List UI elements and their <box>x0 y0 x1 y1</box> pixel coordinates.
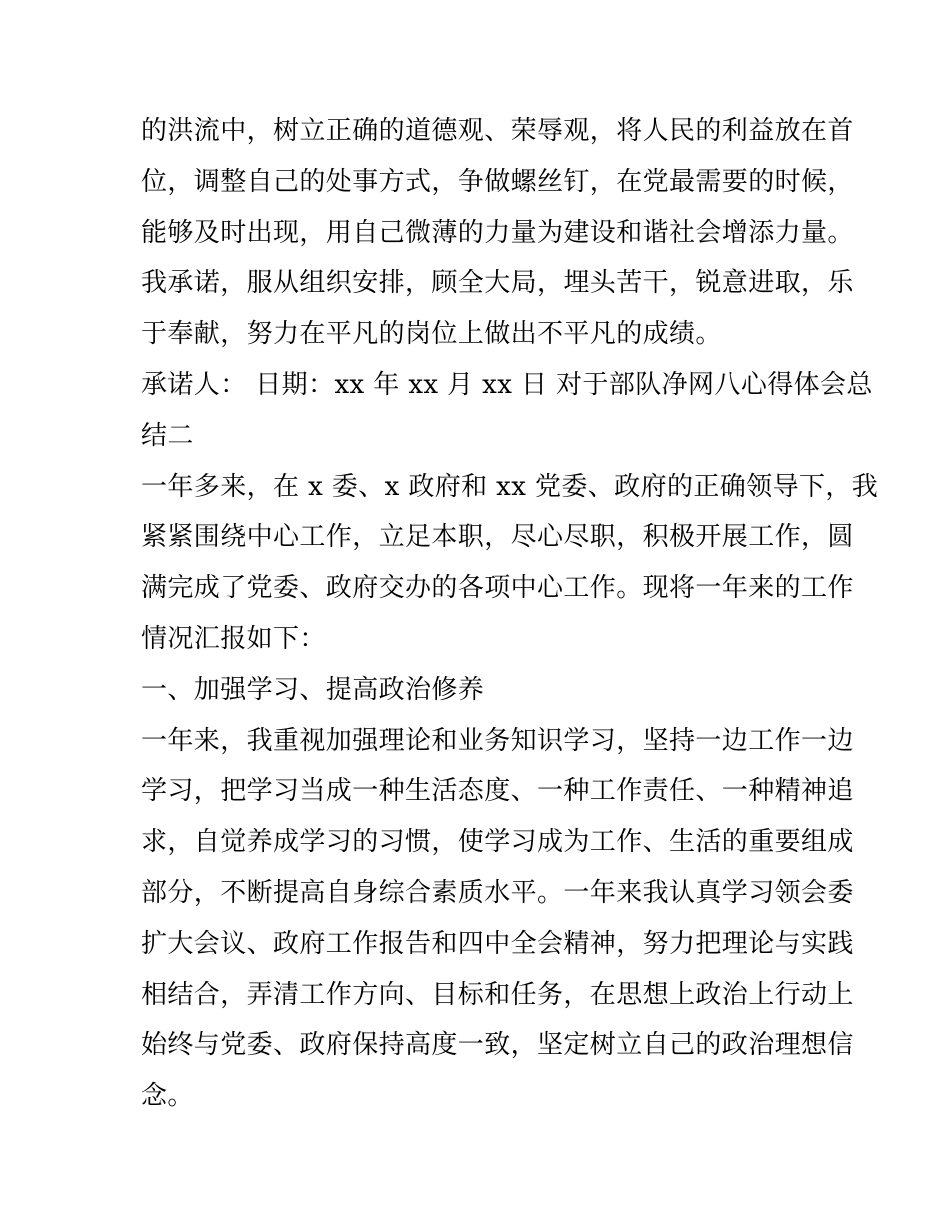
text-line: 部分，不断提高自身综合素质水平。一年来我认真学习领会委 <box>141 877 854 908</box>
text-line: 于奉献，努力在平凡的岗位上做出不平凡的成绩。 <box>141 319 722 350</box>
text-line: 紧紧围绕中心工作，立足本职，尽心尽职，积极开展工作，圆 <box>141 522 854 553</box>
text-line: 位，调整自己的处事方式，争做螺丝钉，在党最需要的时候， <box>141 166 854 197</box>
text-line: 的洪流中，树立正确的道德观、荣辱观，将人民的利益放在首 <box>141 116 854 146</box>
text-line: 能够及时出现，用自己微薄的力量为建设和谐社会增添力量。 <box>141 217 854 248</box>
text-line: 求，自觉养成学习的习惯，使学习成为工作、生活的重要组成 <box>141 827 854 858</box>
document-body <box>141 106 879 1122</box>
text-line: 一年来，我重视加强理论和业务知识学习，坚持一边工作一边 <box>141 725 854 756</box>
text-line: 情况汇报如下： <box>141 623 326 654</box>
text-line: 我承诺，服从组织安排，顾全大局，埋头苦干，锐意进取，乐 <box>141 268 854 299</box>
text-line: 承诺人： 日期：xx 年 xx 月 xx 日 对于部队净网八心得体会总 <box>141 369 873 400</box>
text-line: 学习，把学习当成一种生活态度、一种工作责任、一种精神追 <box>141 776 854 807</box>
text-line: 始终与党委、政府保持高度一致，坚定树立自己的政治理想信 <box>141 1030 854 1061</box>
text-line: 满完成了党委、政府交办的各项中心工作。现将一年来的工作 <box>141 573 854 604</box>
text-line: 一年多来，在 x 委、x 政府和 xx 党委、政府的正确领导下，我 <box>141 471 879 502</box>
text-line: 结二 <box>141 420 194 451</box>
section-heading: 一、加强学习、提高政治修养 <box>141 674 485 705</box>
text-line: 念。 <box>141 1081 194 1112</box>
text-line: 相结合，弄清工作方向、目标和任务，在思想上政治上行动上 <box>141 979 854 1010</box>
text-line: 扩大会议、政府工作报告和四中全会精神，努力把理论与实践 <box>141 928 854 959</box>
